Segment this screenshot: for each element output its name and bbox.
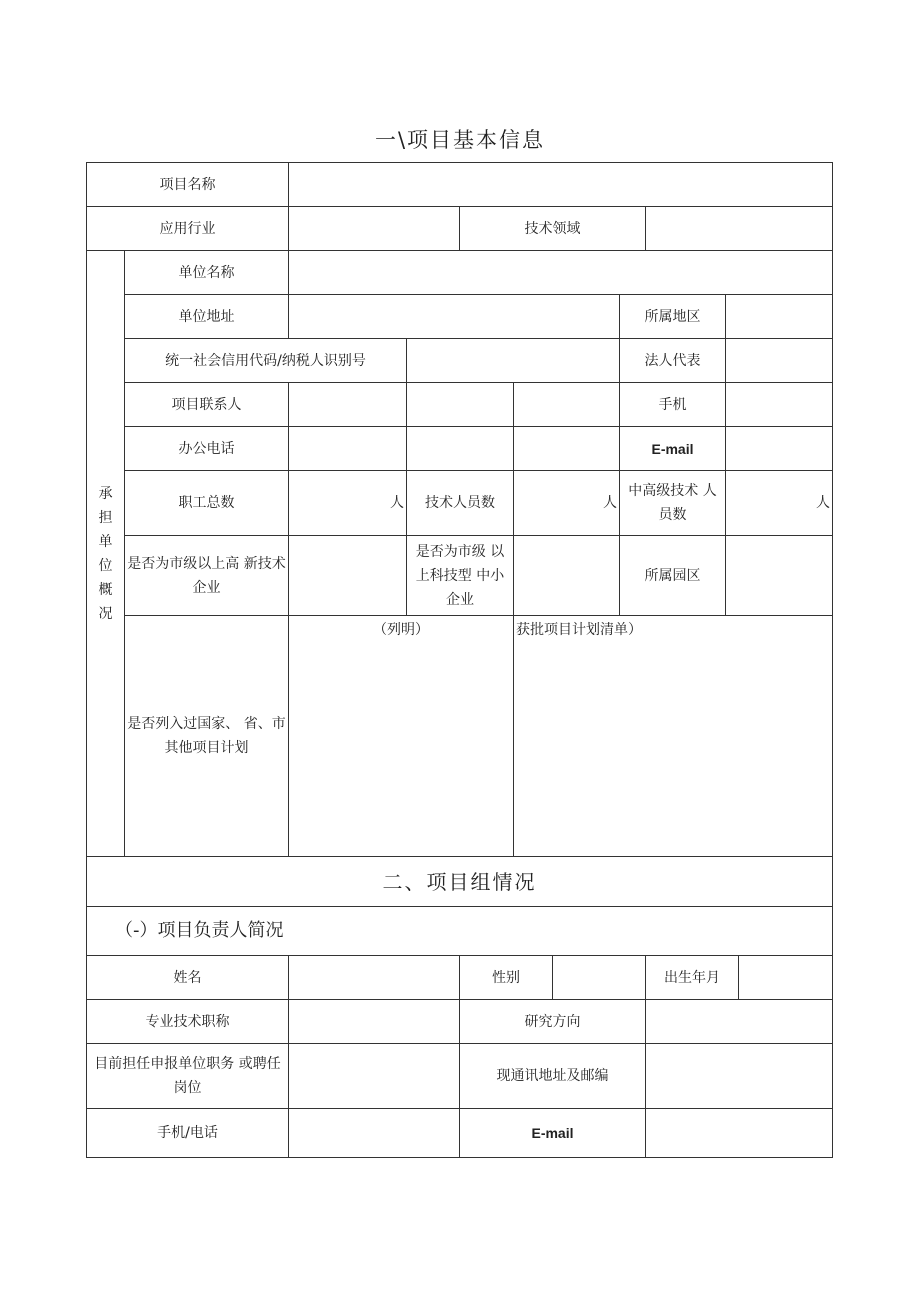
industry-input[interactable] (288, 206, 460, 251)
gender-input[interactable] (552, 955, 646, 1000)
unit-address-label: 单位地址 (124, 294, 289, 339)
section1-title: 一\项目基本信息 (374, 128, 546, 152)
tech-staff-label: 技术人员数 (406, 470, 514, 536)
legal-rep-label: 法人代表 (619, 338, 726, 383)
person-unit: 人 (816, 495, 830, 511)
position-input[interactable] (288, 1043, 460, 1109)
address-input[interactable] (645, 1043, 833, 1109)
section2-subtitle: （-）项目负责人简况 (86, 906, 833, 956)
section2-title: 二、项目组情况 (86, 856, 833, 907)
leader-email-label: E-mail (459, 1108, 646, 1158)
birth-input[interactable] (738, 955, 833, 1000)
leader-email-input[interactable] (645, 1108, 833, 1158)
contact-input-3[interactable] (513, 382, 620, 427)
mobile-input[interactable] (725, 382, 833, 427)
person-unit: 人 (603, 495, 617, 511)
contact-input-2[interactable] (406, 382, 514, 427)
position-label: 目前担任申报单位职务 或聘任岗位 (86, 1043, 289, 1109)
credit-code-label: 统一社会信用代码/纳税人识别号 (124, 338, 407, 383)
region-label: 所属地区 (619, 294, 726, 339)
credit-code-input[interactable] (406, 338, 620, 383)
office-phone-input-2[interactable] (406, 426, 514, 471)
park-label: 所属园区 (619, 535, 726, 616)
address-label: 现通讯地址及邮编 (459, 1043, 646, 1109)
approved-list-input[interactable] (513, 615, 833, 857)
contact-label: 项目联系人 (124, 382, 289, 427)
sci-sme-input[interactable] (513, 535, 620, 616)
staff-total-input[interactable] (288, 470, 407, 536)
unit-overview-text: 承担单位概况 (98, 485, 113, 622)
high-tech-input[interactable] (288, 535, 407, 616)
project-name-label: 项目名称 (86, 162, 289, 207)
name-input[interactable] (288, 955, 460, 1000)
mobile-label: 手机 (619, 382, 726, 427)
research-input[interactable] (645, 999, 833, 1044)
unit-overview-label (86, 250, 125, 857)
approved-note: 获批项目计划清单） (516, 622, 642, 638)
research-label: 研究方向 (459, 999, 646, 1044)
plan-list-input[interactable] (288, 615, 514, 857)
name-label: 姓名 (86, 955, 289, 1000)
industry-label: 应用行业 (86, 206, 289, 251)
plan-list-label: 是否列入过国家、 省、市其他项目计划 (124, 615, 289, 857)
park-input[interactable] (725, 535, 833, 616)
phone-input[interactable] (288, 1108, 460, 1158)
list-note: （列明） (373, 622, 429, 638)
person-unit: 人 (390, 495, 404, 511)
staff-total-label: 职工总数 (124, 470, 289, 536)
project-name-input[interactable] (288, 162, 833, 207)
contact-input-1[interactable] (288, 382, 407, 427)
email-input[interactable] (725, 426, 833, 471)
phone-label: 手机/电话 (86, 1108, 289, 1158)
office-phone-input-3[interactable] (513, 426, 620, 471)
legal-rep-input[interactable] (725, 338, 833, 383)
sci-sme-label: 是否为市级 以上科技型 中小企业 (406, 535, 514, 616)
gender-label: 性别 (459, 955, 553, 1000)
email-label: E-mail (619, 426, 726, 471)
senior-tech-input[interactable] (725, 470, 833, 536)
office-phone-label: 办公电话 (124, 426, 289, 471)
high-tech-label: 是否为市级以上高 新技术企业 (124, 535, 289, 616)
unit-name-input[interactable] (288, 250, 833, 295)
birth-label: 出生年月 (645, 955, 739, 1000)
prof-title-label: 专业技术职称 (86, 999, 289, 1044)
tech-field-input[interactable] (645, 206, 833, 251)
unit-name-label: 单位名称 (124, 250, 289, 295)
unit-address-input[interactable] (288, 294, 620, 339)
prof-title-input[interactable] (288, 999, 460, 1044)
tech-staff-input[interactable] (513, 470, 620, 536)
region-input[interactable] (725, 294, 833, 339)
senior-tech-label: 中高级技术 人员数 (619, 470, 726, 536)
office-phone-input-1[interactable] (288, 426, 407, 471)
tech-field-label: 技术领域 (459, 206, 646, 251)
